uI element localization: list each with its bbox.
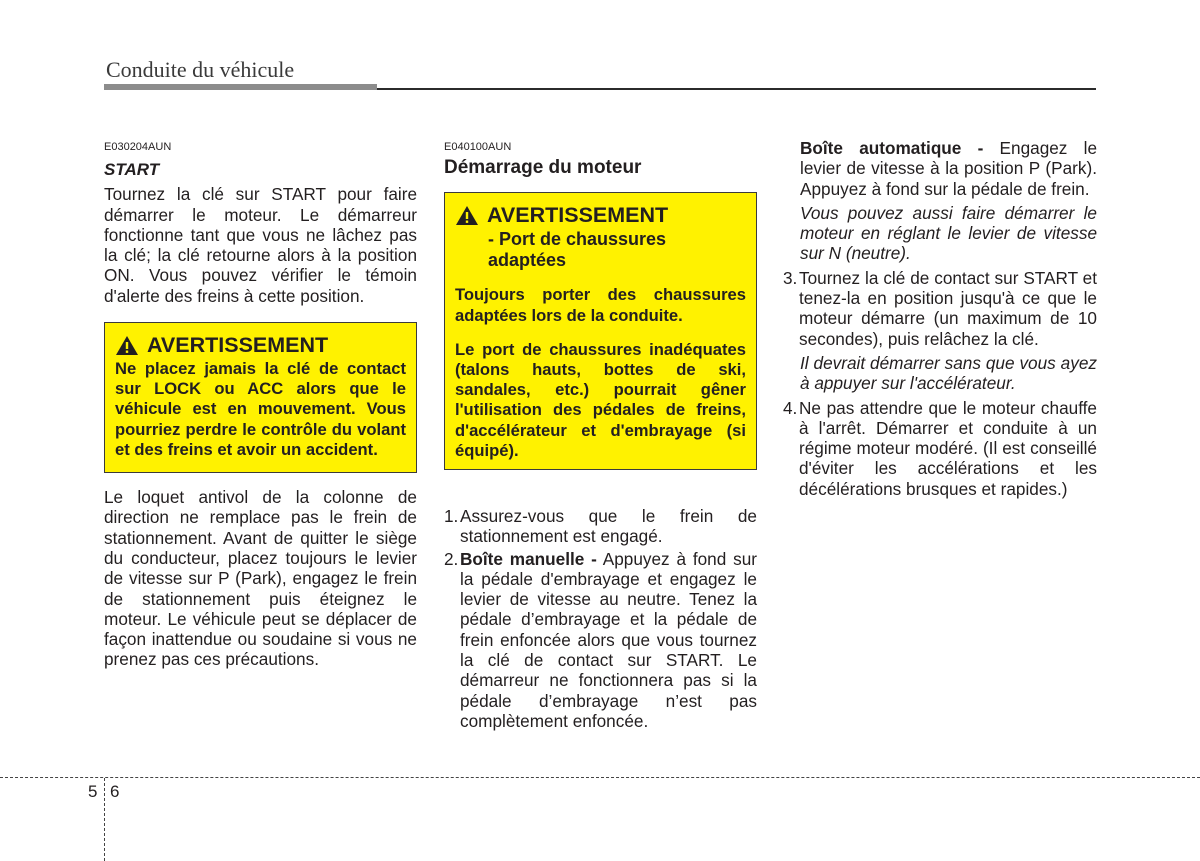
section-title-start: START bbox=[104, 160, 160, 179]
warning-header bbox=[455, 203, 746, 227]
page-header-title: Conduite du véhicule bbox=[106, 57, 295, 82]
automatic-body: Engagez le levier de vitesse à la position P (Park). Appuyez à fond sur la pédale de frein. bbox=[800, 138, 1098, 199]
warning-body-1: Toujours porter des chaussures adaptées lors de la conduite. bbox=[455, 285, 746, 325]
automatic-gearbox-paragraph bbox=[783, 138, 1097, 199]
list-item-step-3 bbox=[783, 268, 1097, 349]
footer-vertical-dashed-rule bbox=[104, 778, 105, 861]
step-text: Ne pas attendre que le moteur chauffe à l'arrêt. Démarrer et conduite à un régime moteur modéré. (Il est conseillé d'éviter les accélérations et les décélérations brusques et rapides.) bbox=[799, 397, 1097, 499]
list-item-step-2 bbox=[444, 549, 757, 732]
step-number: 2. bbox=[444, 548, 459, 569]
start-paragraph: Tournez la clé sur START pour faire démarrer le moteur. Le démarreur fonctionne tant que vous ne lâchez pas la clé; la clé retourne alors à la position ON. Vous pouvez vérifier le témoin d'alerte des freins à cette position. bbox=[104, 184, 417, 306]
warning-body-2: Le port de chaussures inadéquates (talons hauts, bottes de ski, sandales, etc.) pourrait gêner l'utilisation des pédales de freins, d'accélérateur et d'embrayage (si équipé). bbox=[455, 339, 746, 460]
warning-header bbox=[115, 333, 406, 357]
warning-triangle-icon bbox=[115, 335, 139, 356]
chapter-number: 5 bbox=[88, 782, 98, 801]
warning-box-shoes bbox=[444, 192, 757, 470]
list-item-step-1 bbox=[444, 506, 757, 547]
list-item-step-4 bbox=[783, 398, 1097, 499]
step-text: Tournez la clé de contact sur START et tenez-la en position jusqu'à ce que le moteur démarre (un maximum de 10 secondes), puis relâchez la clé. bbox=[799, 267, 1097, 349]
header-rule-thin bbox=[377, 88, 1096, 90]
step-number: 3. bbox=[783, 267, 798, 288]
section-code: E030204AUN bbox=[104, 141, 172, 153]
step-text bbox=[460, 549, 757, 732]
warning-title: AVERTISSEMENT bbox=[487, 203, 669, 228]
italic-note-accelerator: Il devrait démarrer sans que vous ayez à appuyer sur l'accélérateur. bbox=[800, 352, 1097, 394]
section-title-engine-start: Démarrage du moteur bbox=[444, 157, 642, 178]
step-text: Assurez-vous que le frein de stationnement est engagé. bbox=[460, 505, 757, 547]
warning-title: AVERTISSEMENT bbox=[147, 333, 329, 358]
automatic-bold-label: Boîte automatique - bbox=[800, 138, 984, 158]
step-number: 1. bbox=[444, 505, 459, 526]
warning-subtitle: - Port de chaussures adaptées bbox=[488, 229, 667, 271]
step-bold-label: Boîte manuelle - bbox=[460, 548, 597, 569]
steering-lock-paragraph: Le loquet antivol de la colonne de direction ne remplace pas le frein de stationnement. Avant de quitter le siège du conducteur, placez toujours le levier de vitesse sur P (Park), engagez le frein de stationnement puis éteignez le moteur. Le véhicule peut se déplacer de façon inattendue ou soudaine si vous ne prenez pas ces précautions. bbox=[104, 487, 417, 670]
warning-body: Ne placez jamais la clé de contact sur LOCK ou ACC alors que le véhicule est en mouvement. Vous pourriez perdre le contrôle du volant et des freins et avoir un accident. bbox=[115, 359, 406, 459]
footer-dashed-rule bbox=[0, 777, 1200, 778]
section-code: E040100AUN bbox=[444, 141, 512, 153]
column-3 bbox=[783, 138, 1097, 499]
step-number: 4. bbox=[783, 397, 798, 418]
italic-note-neutral: Vous pouvez aussi faire démarrer le moteur en réglant le levier de vitesse sur N (neutre). bbox=[800, 202, 1097, 264]
warning-box-lock-acc bbox=[104, 322, 417, 473]
column-1 bbox=[104, 138, 417, 670]
header-rule-thick bbox=[104, 84, 377, 90]
column-2 bbox=[444, 138, 757, 731]
warning-triangle-icon bbox=[455, 205, 479, 226]
page-number: 6 bbox=[110, 782, 120, 801]
step-body: Appuyez à fond sur la pédale d'embrayage et engagez le levier de vitesse au neutre. Tenez la pédale d’embrayage et la pédale de frein enfoncée alors que vous tournez la clé de contact sur START. Le démarreur ne fonctionnera pas si la pédale d’embrayage n’est pas complètement enfoncée. bbox=[460, 548, 757, 731]
